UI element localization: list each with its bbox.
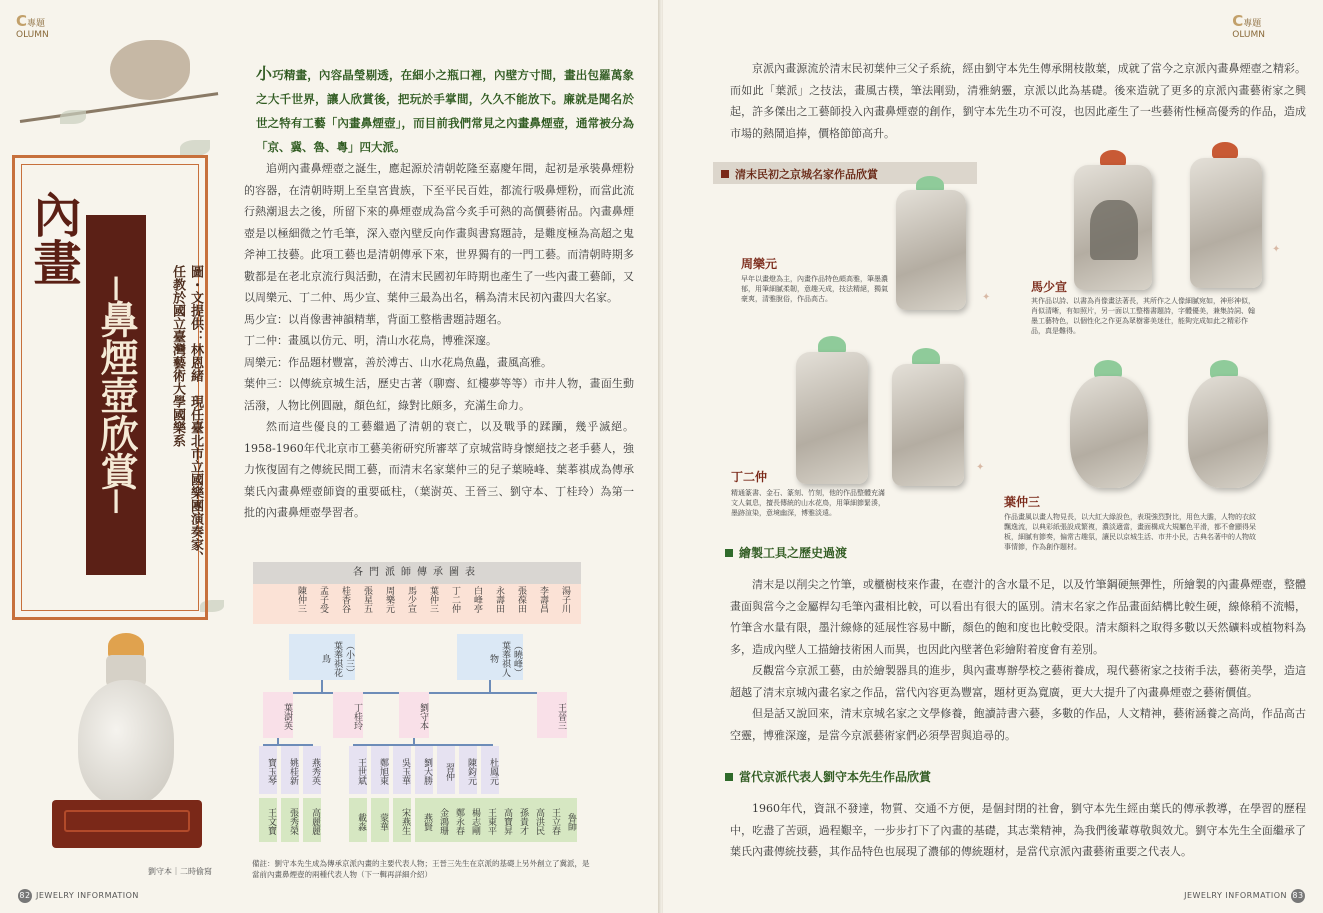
chart-note: 備註：劉守本先生成為傳承京派內畫的主要代表人物；王晉三先生在京派的基礎上另外創立了冀派，是當前內畫鼻煙壺的兩種代表人物（下一輯再詳細介紹） [252,859,590,879]
node-ye-fengqi-flowers: （小三）葉菶祺花鳥 [289,634,355,680]
column-logo: C專題 OLUMN [16,12,49,40]
section-band: 清末民初之京城名家作品欣賞 [713,162,977,184]
bird-illustration [110,40,190,100]
node-gen2: 吳玉華 [393,746,411,794]
node-ye-fengqi-figures: （曉峰）葉菶祺人物 [457,634,523,680]
master-name: 張葆田 [516,586,526,613]
artist-desc: 其作品以詩、以書為肖像畫法著長，其所作之人像細膩宛如，神形神似，肖似清晰，有如照片，另一面以工整楷書題詩，字體優美，兼集詩詞、翰墨工藝特色，以個性化之作更為眾樹審美迷仕，能夠完成如此之精彩作品，真是難得。 [1031,297,1255,335]
lineage-chart [253,562,581,852]
artist-name: 葉仲三 [1004,495,1041,509]
artist-desc: 精通篆書、金石、篆刻、竹刻，他的作品整體充滿文人氣息，擅長傳統的山水花鳥，用筆細節緊湊，墨跡渲染，意境幽深，博雅淡遠。 [731,489,885,517]
node-gen3: 燕賢 [415,798,433,842]
chart-title: 各門派師傳承圖表 [253,562,581,584]
star-icon: ✦ [976,462,985,473]
vase-caption: 劉守本｜二時偷寫 [148,867,212,876]
node-gen3: 王文寶 [259,798,277,842]
folio-right: JEWELRY INFORMATION 83 [1184,889,1309,903]
node-gen2: 王世斌 [349,746,367,794]
body-text-tools: 清末是以削尖之竹筆，或櫃樹枝來作畫，在壺汁的含水量不足，以及竹筆鋼硬無彈性，所繪製的內畫鼻煙壺，整體畫面與當今之金屬桿勾毛筆內畫相比較，可以看出有很大的區別。清末名家之作品畫面結構比較生硬，線條稍不流暢，竹筆含水量有限，墨汁線條的延展性容易中斷，顏色的飽和度也比較受限。清末顏料之取得多數以天然礦料或植物料為多，造成內壁人工描繪技術困人而異，也因此內壁著色彩繪附着度會有差別。 反觀當今京派工藝，由於繪製器具的進步，與內畫專辦學校之藝術養成，現代藝術家之技術手法，藝術美學，造這超越了清末京城內畫名家之作品，當代內容更為豐富，題材更為寬廣，更大大提升了內畫鼻煙壺之藝術價值。 但是話又說回來，清末京城名家之文學修養，飽讀詩書六藝，多數的作品，人文精神，藝術涵養之高尚，作品高古空靈，博雅深邃，是當今京派藝術家們必須學習與追尋的。 [730,578,1306,742]
artist-desc: 早年以畫燈為主，內畫作品特色頗高雅，筆墨濃郁，用筆細膩柔韌，意趣天成，技法精絕，獨氣豪爽，清雅脫俗，作品高古。 [741,275,888,303]
node-gen3: 載淼 [349,798,367,842]
node-gen3: 王立春 [545,798,561,842]
snuff-bottle-photo [78,680,174,805]
master-name: 丁二仲 [450,586,460,613]
body-text-left: 追朔內畫鼻煙壺之誕生，應起源於清朝乾隆至嘉慶年間，起初是承裝鼻煙粉的容器，在清朝時期上至皇宮貴族，下至平民百姓，都流行吸鼻煙粉，而當此流行熱潮退去之後，所留下來的鼻煙壺成為當今炙手可熱的高價藝術品。內畫鼻煙壺是以極細微之竹毛筆，深入壺內壁反向作畫與書寫題詩，是難度極為高超之鬼斧神工技藝。此項工藝也是清朝傳承下來，世界獨有的一門工藝。而清朝時期多數都是在老北京流行與活動，在清末民國初年時期也產生了一些內畫工藝師，又以周樂元、丁二仲、馬少宣、葉仲三最為出名，稱為清末民初內畫四大名家。 馬少宣：以肖像書神韻精華，背面工整楷書題詩題名。 丁二仲：畫風以仿元、明，清山水花鳥，博雅深邃。 周樂元：作品題材豐富，善於溥古、山水花鳥魚蟲，畫風高雅。 葉仲三：以傳統京城生活，歷史古著（聊齋、紅樓夢等等）市井人物，畫面生動活潑，人物比例圓融，顏色紅，綠對比頗多，充滿生命力。 然而這些優良的工藝繼過了清朝的衰亡，以及戰爭的蹂躪，幾乎滅絕。1958-1960年代北京市工藝美術研究所審萃了京城當時身懷絕技之老手藝人，強力恢復固有之傳統民間工藝，而清末名家葉仲三的兒子葉曉峰、葉菶祺成為傳承葉氏內畫鼻煙壺師資的重要砥柱，（葉澍英、王晉三、劉守本、丁桂玲）為第一批的內畫鼻煙壺學習者。 [244,162,634,519]
left-page [0,0,660,913]
master-name: 張星五 [362,586,372,613]
node-gen2: 劉大勝 [415,746,433,794]
snuff-bottle-ding-2 [892,364,964,486]
folio-left: 82 JEWELRY INFORMATION [14,889,139,903]
node-gen3: 孫貴才 [513,798,529,842]
body-text-right-top: 京派內畫源流於清末民初葉仲三父子系統，經由劉守本先生傳承開枝散葉，成就了當今之京派內畫鼻煙壺之精彩。而如此「葉派」之技法，畫風古樸，筆法剛勁，清雅納靈，京派以此為基礎。後來造就了更多的京派內畫藝術家之興起，許多傑出之工藝師投入內畫鼻煙壺的創作，劉守本先生功不可沒，也因此產生了一些藝術性極高優秀的作品，造成市場的熱鬧追捧，價格節節高升。 [730,62,1306,140]
artist-desc: 作品畫風以畫人物見長，以大紅大綠設色，表現強烈對比，用色大膽，人物的衣紋飄逸流，以典彩紙張設成繁複，濃淡適當，畫面構成大規屬色平滑，都不會顯得呆板，細膩有節奏，偏常古趣氛，讓民以京城生活、市井小民，古典名著中的人物故事情節，作為創作題材。 [1004,513,1256,551]
node-gen2: 鄭旭東 [371,746,389,794]
node-gen2: 燕秀英 [303,746,321,794]
node-gen1: 葉澍英 [263,692,293,738]
artist-name: 丁二仲 [731,470,768,484]
master-name: 白峰亭 [472,586,482,613]
connector-line [321,680,323,692]
node-gen3: 宋燕生 [393,798,411,842]
snuff-bottle-ding-1 [796,352,868,484]
masters-row [253,584,581,624]
node-gen3: 高麗麗 [303,798,321,842]
body-text-liu: 1960年代，資訊不發達，物質、交通不方便，是個封閉的社會，劉守本先生經由葉氏的傳承教導，在學習的歷程中，吃盡了苦頭，過程艱辛，一步步打下了內畫的基礎，其志業精神，為我們後輩尊敬與效尤。劉守本先生全面繼承了葉氏內畫傳統技藝，其作品特色也展現了濃郁的傳統題材，是當代京派內畫藝術重要之代表人。 [730,802,1306,858]
leaf-illustration [180,140,210,156]
portrait-painting [1090,200,1138,260]
master-name: 孟子受 [318,586,328,613]
node-gen3: 魯帥 [561,798,577,842]
master-name: 周樂元 [384,586,394,613]
node-gen2: 寶玉琴 [259,746,277,794]
connector-line [489,680,491,692]
leaf-illustration [60,110,86,124]
node-gen3: 金鴻珊 [433,798,449,842]
title-small: 內畫 [25,190,81,286]
node-gen3: 鄭永春 [449,798,465,842]
node-gen1: 王晉三 [537,692,567,738]
branch-illustration [20,92,218,123]
snuff-bottle-ye-2 [1188,376,1268,488]
master-name: 陳仲三 [296,586,306,613]
master-name: 湯子川 [560,586,570,613]
artist-name: 馬少宣 [1031,280,1068,294]
node-gen3: 王東平 [481,798,497,842]
section-heading: 繪製工具之歷史過渡 [725,544,847,561]
node-gen3: 高寶昇 [497,798,513,842]
star-icon: ✦ [1272,244,1281,255]
master-name: 李壽昌 [538,586,548,613]
article-title: ─鼻煙壺欣賞─ [86,215,146,575]
node-gen2: 姚桂新 [281,746,299,794]
author-credit: 圖・文提供：林恩緒 現任臺北市立國樂團演奏家、任教於國立臺灣藝術大學國樂系 [170,265,203,564]
wooden-stand [52,800,202,848]
node-gen2: 習仲 [437,746,455,794]
star-icon: ✦ [982,292,991,303]
master-name: 永壽田 [494,586,504,613]
node-gen2: 陳鈞元 [459,746,477,794]
intro-paragraph: 小巧精畫，內容晶瑩剔透，在細小之瓶口裡，內壁方寸間，畫出包羅萬象之大千世界，讓人欣賞後，把玩於手掌間，久久不能放下。廉就是聞名於世之特有工藝「內畫鼻煙壺」，而目前我們常見之內畫鼻煙壺，通常被分為「京、冀、魯、粵」四大派。 [256,64,634,154]
node-gen3: 高洪民 [529,798,545,842]
snuff-bottle-ma-back [1190,158,1262,288]
master-name: 桂香谷 [340,586,350,613]
artist-name: 周樂元 [741,257,778,271]
snuff-bottle-ye-1 [1070,376,1148,488]
master-name: 馬少宣 [406,586,416,613]
column-logo: C專題 OLUMN [1232,12,1265,40]
master-name: 葉仲三 [428,586,438,613]
section-heading: 當代京派代表人劉守本先生作品欣賞 [725,768,931,785]
node-gen1: 劉守本 [399,692,429,738]
node-gen3: 張秀榮 [281,798,299,842]
snuff-bottle-zhou [896,190,966,310]
node-gen1: 丁桂玲 [333,692,363,738]
node-gen2: 杜鳳元 [481,746,499,794]
node-gen3: 楊志剛 [465,798,481,842]
node-gen3: 蒙華 [371,798,389,842]
